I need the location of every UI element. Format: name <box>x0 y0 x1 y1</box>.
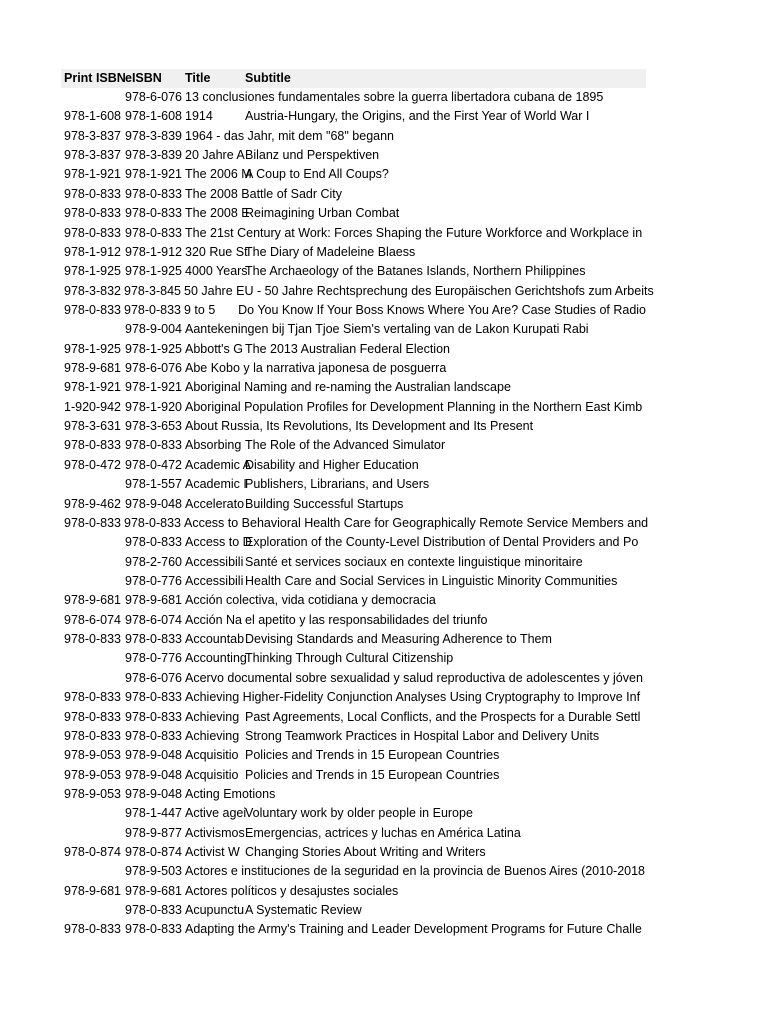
cell-title[interactable]: Activist W <box>185 845 240 860</box>
table-row <box>61 301 646 320</box>
cell-print-isbn[interactable] <box>61 553 122 572</box>
table-row <box>61 669 646 688</box>
cell-eisbn[interactable]: 978-6-076 <box>125 670 182 685</box>
table-row <box>61 727 646 746</box>
cell-eisbn[interactable]: 978-1-447 <box>125 806 182 821</box>
cell-print-isbn[interactable]: 978-0-833 <box>64 225 121 240</box>
cell-title[interactable]: Actores e instituciones de la seguridad en la provincia de Buenos Aires (2010-2018 <box>185 864 646 879</box>
cell-subtitle[interactable]: Reimagining Urban Combat <box>245 206 400 221</box>
cell-subtitle[interactable]: The Diary of Madeleine Blaess <box>245 244 416 259</box>
cell-print-isbn[interactable]: 978-3-832 <box>64 283 121 298</box>
cell-print-isbn[interactable]: 978-9-053 <box>64 748 121 763</box>
cell-print-isbn[interactable] <box>61 804 122 823</box>
cell-eisbn[interactable]: 978-3-653 <box>125 419 182 434</box>
cell-print-isbn[interactable]: 978-9-681 <box>64 593 121 608</box>
header-eisbn[interactable]: eISBN <box>125 71 162 85</box>
cell-title[interactable]: The 21st Century at Work: Forces Shaping the Future Workforce and Workplace in <box>185 225 643 240</box>
table-row <box>61 320 646 339</box>
cell-title[interactable]: Achieving <box>185 709 240 724</box>
table-row <box>61 824 646 843</box>
cell-eisbn[interactable]: 978-0-833 <box>124 515 181 530</box>
table-row <box>61 572 646 591</box>
cell-subtitle[interactable]: Policies and Trends in 15 European Countries <box>245 767 500 782</box>
cell-subtitle[interactable]: Thinking Through Cultural Citizenship <box>245 651 454 666</box>
cell-title[interactable]: Achieving Higher-Fidelity Conjunction Analyses Using Cryptography to Improve Inf <box>185 690 641 705</box>
cell-title[interactable]: Acción Na <box>185 612 242 627</box>
cell-print-isbn[interactable]: 978-6-074 <box>64 612 121 627</box>
table-row <box>61 282 654 301</box>
cell-eisbn[interactable]: 978-6-076 <box>125 90 182 104</box>
cell-eisbn[interactable]: 978-1-921 <box>125 380 182 395</box>
cell-title[interactable]: Accelerato <box>185 496 245 511</box>
cell-title[interactable]: Aboriginal Naming and re-naming the Australian landscape <box>185 380 511 395</box>
cell-eisbn[interactable]: 978-0-874 <box>125 845 182 860</box>
cell-subtitle[interactable]: Voluntary work by older people in Europe <box>245 806 473 821</box>
cell-title[interactable]: Acervo documental sobre sexualidad y salud reproductiva de adolescentes y jóven <box>185 670 643 685</box>
cell-subtitle[interactable]: Disability and Higher Education <box>245 457 419 472</box>
table-row <box>61 165 646 184</box>
cell-print-isbn[interactable] <box>61 669 122 688</box>
table-row <box>61 262 646 281</box>
cell-eisbn[interactable]: 978-0-833 <box>125 632 182 647</box>
cell-subtitle[interactable]: Building Successful Startups <box>245 496 404 511</box>
cell-print-isbn[interactable]: 978-3-631 <box>64 419 121 434</box>
cell-title[interactable]: 1914 <box>185 109 213 124</box>
cell-eisbn[interactable]: 978-0-833 <box>125 709 182 724</box>
table-row <box>61 766 646 785</box>
cell-title[interactable]: Activismos <box>185 825 245 840</box>
cell-title[interactable]: Abbott's G <box>185 341 243 356</box>
cell-title[interactable]: The 2008 E <box>185 206 250 221</box>
cell-print-isbn[interactable] <box>61 824 122 843</box>
spreadsheet <box>61 69 654 940</box>
cell-title[interactable]: Academic I <box>185 477 247 492</box>
cell-title[interactable]: Accessibili <box>185 573 244 588</box>
cell-title[interactable]: 50 Jahre EU - 50 Jahre Rechtsprechung des Europäischen Gerichtshofs zum Arbeits <box>184 283 654 298</box>
cell-eisbn[interactable]: 978-3-839 <box>125 128 182 143</box>
cell-eisbn[interactable]: 978-9-004 <box>125 322 182 337</box>
cell-eisbn[interactable]: 978-0-833 <box>125 690 182 705</box>
cell-print-isbn[interactable]: 978-9-462 <box>64 496 121 511</box>
cell-eisbn[interactable]: 978-0-833 <box>125 225 182 240</box>
table-row <box>61 746 646 765</box>
cell-title[interactable]: Absorbing <box>185 438 242 453</box>
cell-title[interactable]: Access to D <box>185 535 252 550</box>
table-row <box>61 495 646 514</box>
cell-print-isbn[interactable] <box>61 88 122 107</box>
cell-print-isbn[interactable]: 978-1-912 <box>64 244 121 259</box>
table-row <box>61 88 646 107</box>
cell-eisbn[interactable]: 978-0-833 <box>124 302 181 317</box>
header-title[interactable]: Title <box>185 71 211 85</box>
cell-print-isbn[interactable]: 978-1-921 <box>64 380 121 395</box>
cell-eisbn[interactable]: 978-6-076 <box>125 361 182 376</box>
table-row <box>61 146 646 165</box>
cell-print-isbn[interactable]: 978-1-925 <box>64 264 121 279</box>
cell-print-isbn[interactable] <box>61 475 122 494</box>
cell-subtitle[interactable]: Publishers, Librarians, and Users <box>245 477 430 492</box>
cell-eisbn[interactable]: 978-2-760 <box>125 554 182 569</box>
cell-title[interactable]: 13 conclusiones fundamentales sobre la guerra libertadora cubana de 1895 <box>185 90 604 104</box>
cell-title[interactable]: Acción colectiva, vida cotidiana y democracia <box>185 593 436 608</box>
cell-subtitle[interactable]: Past Agreements, Local Conflicts, and the Prospects for a Durable Settl <box>245 709 641 724</box>
table-row <box>61 901 646 920</box>
cell-print-isbn[interactable]: 978-0-833 <box>64 709 121 724</box>
cell-print-isbn[interactable]: 978-0-833 <box>64 728 121 743</box>
cell-subtitle[interactable]: Policies and Trends in 15 European Countries <box>245 748 500 763</box>
cell-title[interactable]: 320 Rue St <box>185 244 248 259</box>
table-row <box>61 533 646 552</box>
cell-print-isbn[interactable]: 978-9-681 <box>64 883 121 898</box>
cell-title[interactable]: Acupunctu <box>185 903 245 918</box>
cell-title[interactable]: Abe Kobo y la narrativa japonesa de posguerra <box>185 361 447 376</box>
cell-eisbn[interactable]: 978-0-776 <box>125 573 182 588</box>
table-row <box>61 708 646 727</box>
cell-subtitle[interactable]: Austria-Hungary, the Origins, and the First Year of World War I <box>245 109 590 124</box>
cell-title[interactable]: Acquisitio <box>185 767 239 782</box>
cell-title[interactable]: About Russia, Its Revolutions, Its Development and Its Present <box>185 419 534 434</box>
cell-subtitle[interactable]: Health Care and Social Services in Linguistic Minority Communities <box>245 573 618 588</box>
cell-title[interactable]: The 2006 M <box>185 167 252 182</box>
cell-eisbn[interactable]: 978-0-833 <box>125 728 182 743</box>
table-row <box>61 649 646 668</box>
cell-print-isbn[interactable]: 978-1-608 <box>64 109 121 124</box>
cell-subtitle[interactable]: The Role of the Advanced Simulator <box>245 438 446 453</box>
cell-eisbn[interactable]: 978-6-074 <box>125 612 182 627</box>
cell-subtitle[interactable]: Devising Standards and Measuring Adherence to Them <box>245 632 552 647</box>
cell-title[interactable]: 1964 - das Jahr, mit dem "68" begann <box>185 128 395 143</box>
cell-eisbn[interactable]: 978-0-833 <box>125 438 182 453</box>
cell-eisbn[interactable]: 978-1-925 <box>125 341 182 356</box>
table-row <box>61 224 646 243</box>
cell-eisbn[interactable]: 978-9-681 <box>125 883 182 898</box>
cell-eisbn[interactable]: 978-9-503 <box>125 864 182 879</box>
cell-eisbn[interactable]: 978-0-833 <box>125 903 182 918</box>
cell-subtitle[interactable]: el apetito y las responsabilidades del triunfo <box>245 612 488 627</box>
table-row <box>61 630 646 649</box>
cell-print-isbn[interactable]: 978-0-833 <box>64 438 121 453</box>
cell-eisbn[interactable]: 978-1-912 <box>125 244 182 259</box>
cell-title[interactable]: Accountab <box>185 632 245 647</box>
cell-print-isbn[interactable]: 978-0-833 <box>64 206 121 221</box>
cell-title[interactable]: Active agei <box>185 806 247 821</box>
cell-eisbn[interactable]: 978-3-845 <box>124 283 181 298</box>
cell-subtitle[interactable]: The Archaeology of the Batanes Islands, Northern Philippines <box>245 264 586 279</box>
cell-eisbn[interactable]: 978-1-921 <box>125 167 182 182</box>
table-row <box>61 804 646 823</box>
table-row <box>61 359 646 378</box>
table-row <box>61 920 646 939</box>
cell-print-isbn[interactable] <box>61 649 122 668</box>
table-row <box>61 611 646 630</box>
table-row <box>61 378 646 397</box>
table-row <box>61 456 646 475</box>
cell-title[interactable]: Achieving <box>185 728 240 743</box>
cell-print-isbn[interactable]: 978-3-837 <box>64 128 121 143</box>
cell-title[interactable]: Adapting the Army's Training and Leader Development Programs for Future Challe <box>185 922 642 937</box>
cell-title[interactable]: Accessibili <box>185 554 244 569</box>
cell-subtitle[interactable]: Bilanz und Perspektiven <box>245 148 380 163</box>
table-row <box>61 843 646 862</box>
cell-title[interactable]: Aantekeningen bij Tjan Tjoe Siem's vertaling van de Lakon Kurupati Rabi <box>185 322 589 337</box>
cell-subtitle[interactable]: Changing Stories About Writing and Writers <box>245 845 486 860</box>
table-row <box>61 862 646 881</box>
cell-title[interactable]: 20 Jahre A <box>185 148 245 163</box>
cell-print-isbn[interactable]: 1-920-942 <box>64 399 121 414</box>
header-row <box>61 69 646 88</box>
table-row <box>61 688 646 707</box>
cell-print-isbn[interactable]: 978-0-833 <box>64 922 121 937</box>
cell-eisbn[interactable]: 978-9-048 <box>125 786 182 801</box>
cell-eisbn[interactable]: 978-1-608 <box>125 109 182 124</box>
cell-print-isbn[interactable]: 978-9-053 <box>64 786 121 801</box>
cell-subtitle[interactable]: The 2013 Australian Federal Election <box>245 341 450 356</box>
header-subtitle[interactable]: Subtitle <box>245 71 291 85</box>
table-row <box>61 107 646 126</box>
cell-eisbn[interactable]: 978-1-557 <box>125 477 182 492</box>
cell-print-isbn[interactable]: 978-0-833 <box>64 302 121 317</box>
table-row <box>61 204 646 223</box>
cell-print-isbn[interactable]: 978-3-837 <box>64 148 121 163</box>
table-row <box>61 127 646 146</box>
cell-title[interactable]: Accounting <box>185 651 247 666</box>
cell-subtitle[interactable]: Exploration of the County-Level Distribution of Dental Providers and Po <box>245 535 639 550</box>
cell-print-isbn[interactable]: 978-0-833 <box>64 632 121 647</box>
cell-subtitle[interactable]: Do You Know If Your Boss Knows Where You Are? Case Studies of Radio <box>238 302 646 317</box>
cell-eisbn[interactable]: 978-0-472 <box>125 457 182 472</box>
table-row <box>61 475 646 494</box>
cell-title[interactable]: Actores políticos y desajustes sociales <box>185 883 399 898</box>
cell-title[interactable]: 4000 Years <box>185 264 248 279</box>
cell-print-isbn[interactable]: 978-1-925 <box>64 341 121 356</box>
cell-eisbn[interactable]: 978-1-920 <box>125 399 182 414</box>
table-row <box>61 340 646 359</box>
table-body <box>61 88 654 940</box>
cell-eisbn[interactable]: 978-0-833 <box>125 922 182 937</box>
cell-eisbn[interactable]: 978-9-681 <box>125 593 182 608</box>
cell-eisbn[interactable]: 978-0-833 <box>125 535 182 550</box>
cell-print-isbn[interactable]: 978-0-833 <box>64 186 121 201</box>
cell-print-isbn[interactable] <box>61 572 122 591</box>
cell-eisbn[interactable]: 978-9-048 <box>125 496 182 511</box>
cell-print-isbn[interactable] <box>61 320 122 339</box>
cell-eisbn[interactable]: 978-0-833 <box>125 206 182 221</box>
cell-title[interactable]: Access to Behavioral Health Care for Geographically Remote Service Members and <box>184 515 649 530</box>
cell-eisbn[interactable]: 978-1-925 <box>125 264 182 279</box>
table-row <box>61 436 646 455</box>
cell-subtitle[interactable]: Strong Teamwork Practices in Hospital Labor and Delivery Units <box>245 728 600 743</box>
table-row <box>61 185 646 204</box>
cell-print-isbn[interactable]: 978-1-921 <box>64 167 121 182</box>
cell-print-isbn[interactable] <box>61 862 122 881</box>
cell-subtitle[interactable]: A Systematic Review <box>245 903 362 918</box>
table-row <box>61 514 649 533</box>
table-row <box>61 398 646 417</box>
cell-eisbn[interactable]: 978-9-048 <box>125 767 182 782</box>
cell-print-isbn[interactable]: 978-0-833 <box>64 690 121 705</box>
table-row <box>61 785 646 804</box>
cell-eisbn[interactable]: 978-9-048 <box>125 748 182 763</box>
cell-print-isbn[interactable]: 978-0-472 <box>64 457 121 472</box>
cell-eisbn[interactable]: 978-9-877 <box>125 825 182 840</box>
cell-print-isbn[interactable] <box>61 901 122 920</box>
cell-title[interactable]: Acting Emotions <box>185 786 276 801</box>
cell-print-isbn[interactable]: 978-9-053 <box>64 767 121 782</box>
cell-subtitle[interactable]: Santé et services sociaux en contexte linguistique minoritaire <box>245 554 583 569</box>
cell-subtitle[interactable]: Emergencias, actrices y luchas en América Latina <box>245 825 521 840</box>
cell-title[interactable]: Academic A <box>185 457 252 472</box>
header-print-isbn[interactable]: Print ISBN <box>64 71 126 85</box>
cell-title[interactable]: The 2008 Battle of Sadr City <box>185 186 343 201</box>
cell-print-isbn[interactable]: 978-9-681 <box>64 361 121 376</box>
cell-print-isbn[interactable]: 978-0-874 <box>64 845 121 860</box>
cell-title[interactable]: Aboriginal Population Profiles for Development Planning in the Northern East Kimb <box>185 399 643 414</box>
cell-print-isbn[interactable] <box>61 533 122 552</box>
table-row <box>61 553 646 572</box>
table-row <box>61 417 646 436</box>
cell-eisbn[interactable]: 978-0-776 <box>125 651 182 666</box>
cell-print-isbn[interactable]: 978-0-833 <box>64 515 121 530</box>
cell-eisbn[interactable]: 978-0-833 <box>125 186 182 201</box>
cell-eisbn[interactable]: 978-3-839 <box>125 148 182 163</box>
cell-subtitle[interactable]: A Coup to End All Coups? <box>245 167 389 182</box>
table-row <box>61 243 646 262</box>
cell-title[interactable]: 9 to 5 <box>184 302 216 317</box>
table-row <box>61 591 646 610</box>
cell-title[interactable]: Acquisitio <box>185 748 239 763</box>
table-row <box>61 882 646 901</box>
